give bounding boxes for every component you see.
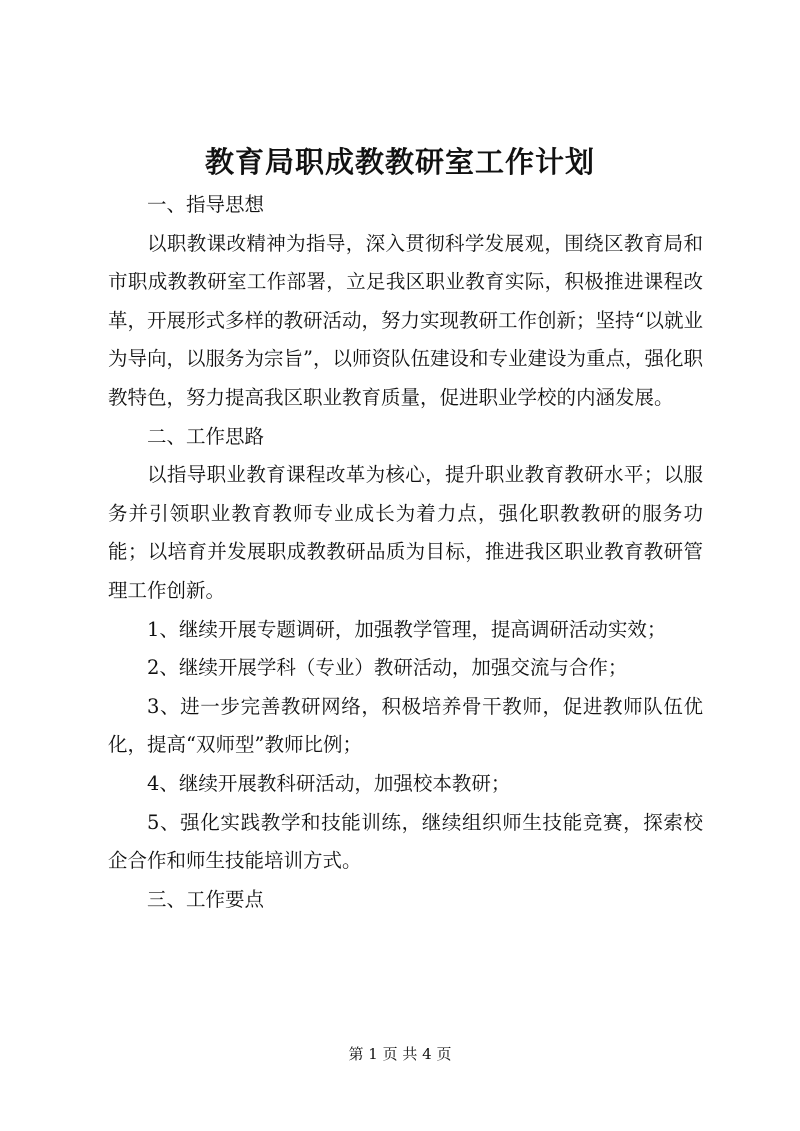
paragraph-work-approach: 以指导职业教育课程改革为核心，提升职业教育教研水平；以服务并引领职业教育教师专业成长为着力点，强化职教教研的服务功能；以培育并发展职成教教研品质为目标，推进我区职业教育教研管理工作创新。 <box>108 463 703 602</box>
section-heading-work-approach: 二、工作思路 <box>147 424 265 448</box>
list-item-2: 2、继续开展学科（专业）教研活动，加强交流与合作； <box>147 656 628 680</box>
list-item-1: 1、继续开展专题调研，加强教学管理，提高调研活动实效； <box>147 617 667 641</box>
document-body <box>108 186 703 919</box>
paragraph-guiding-thought: 以职教课改精神为指导，深入贯彻科学发展观，围绕区教育局和市职成教教研室工作部署，立足我区职业教育实际，积极推进课程改革，开展形式多样的教研活动，努力实现教研工作创新；坚持“以就业为导向，以服务为宗旨”，以师资队伍建设和专业建设为重点，强化职教特色，努力提高我区职业教育质量，促进职业学校的内涵发展。 <box>108 231 703 409</box>
list-item-5: 5、强化实践教学和技能训练，继续组织师生技能竞赛，探索校企合作和师生技能培训方式。 <box>108 810 703 873</box>
section-heading-guiding-thought: 一、指导思想 <box>147 193 265 216</box>
list-item-3: 3、进一步完善教研网络，积极培养骨干教师，促进教师队伍优化，提高“双师型”教师比例； <box>108 694 703 757</box>
page-footer: 第 1 页 共 4 页 <box>348 1045 452 1063</box>
list-item-4: 4、继续开展教科研活动，加强校本教研； <box>147 771 511 795</box>
document-title: 教育局职成教教研室工作计划 <box>204 145 595 179</box>
section-heading-work-points: 三、工作要点 <box>147 887 265 911</box>
